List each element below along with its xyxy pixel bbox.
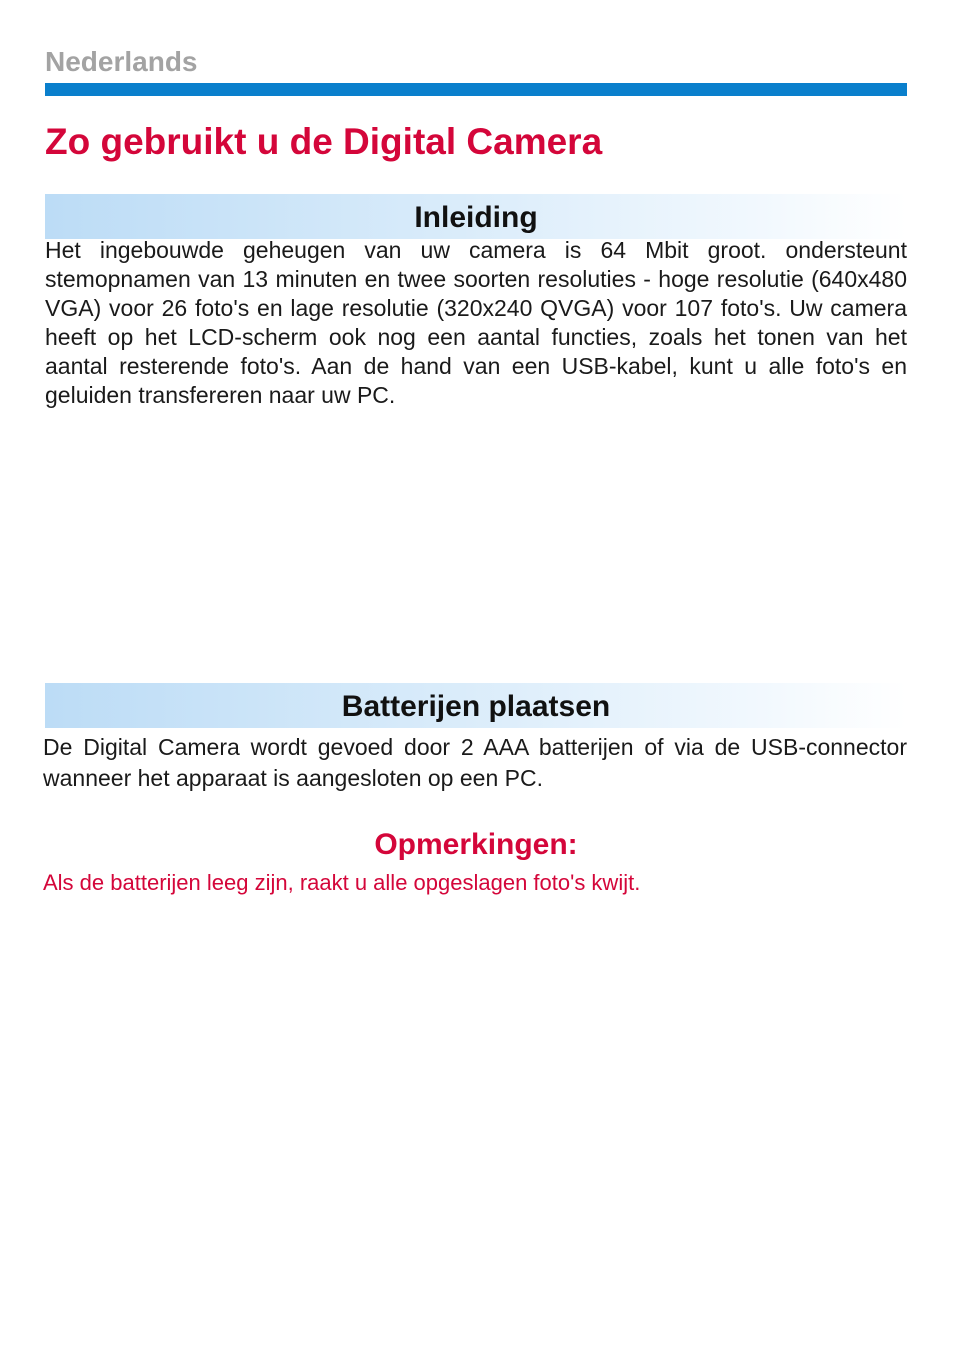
section-body-batteries: De Digital Camera wordt gevoed door 2 AAA batterijen of via de USB-connector wanneer het apparaat is aangesloten op een PC.: [43, 734, 907, 791]
header-rule: [45, 83, 907, 96]
language-label: Nederlands: [45, 46, 198, 77]
section-heading-intro: Inleiding: [414, 201, 538, 234]
section-body-intro: Het ingebouwde geheugen van uw camera is 64 Mbit groot. ondersteunt stemopnamen van 13 minuten en twee soorten resoluties - hoge resolutie (640x480 VGA) voor 26 foto's en lage resolutie (320x240 QVGA) voor 107 foto's. Uw camera heeft op het LCD-scherm ook nog een aantal functies, zoals het tonen van het aantal resterende foto's. Aan de hand van een USB-kabel, kunt u alle foto's en geluiden transfereren naar uw PC.: [45, 237, 907, 408]
note-heading: Opmerkingen:: [374, 828, 578, 861]
page-title: Zo gebruikt u de Digital Camera: [45, 121, 603, 162]
note-text: Als de batterijen leeg zijn, raakt u alle opgeslagen foto's kwijt.: [43, 870, 641, 895]
section-heading-batteries: Batterijen plaatsen: [341, 690, 611, 723]
